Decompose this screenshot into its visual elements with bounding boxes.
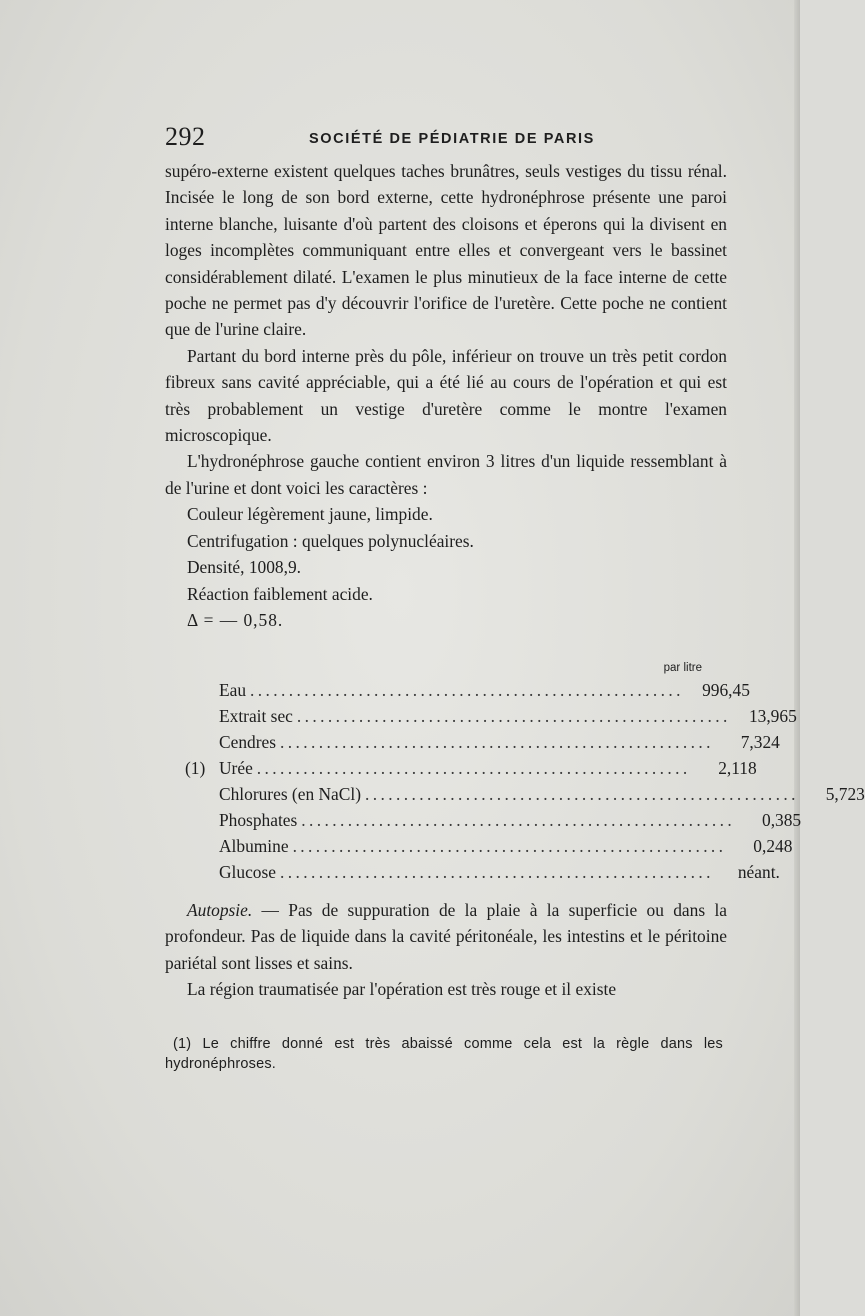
page-header xyxy=(165,122,725,156)
leader-dots: ........................................................ xyxy=(280,862,714,882)
autopsy-section xyxy=(165,897,727,1003)
final-paragraph: La région traumatisée par l'opération est très rouge et il existe xyxy=(187,979,617,1000)
row-label: Urée xyxy=(219,758,253,778)
leader-dots: ........................................................ xyxy=(292,836,727,856)
leader-dots: ........................................................ xyxy=(250,680,684,700)
row-value: 13,965 xyxy=(748,706,797,726)
table-row xyxy=(185,758,757,784)
paragraph-1: supéro-externe existent quelques taches brunâtres, seuls vestiges du tissu rénal. Incisée le long de son bord externe, cette hydronéphrose présente une paroi interne blanche, luisante d'où partent des cloisons et éperons qui la divisent en loges incomplètes communiquant entre elles et convergeant vers le bassinet considérablement dilaté. L'examen le plus minutieux de la face interne de cette poche ne permet pas d'y découvrir l'orifice de l'uretère. Cette poche ne contient que de l'urine claire. xyxy=(165,161,727,340)
row-label: Eau xyxy=(219,680,247,700)
leader-dots: ........................................................ xyxy=(280,732,714,752)
row-value: 996,45 xyxy=(702,680,750,700)
row-label: Cendres xyxy=(219,732,276,752)
row-value: 5,723 xyxy=(825,784,865,804)
running-title: SOCIÉTÉ DE PÉDIATRIE DE PARIS xyxy=(309,131,595,147)
footnote-text: (1) Le chiffre donné est très abaissé comme cela est la règle dans les hydronéphroses. xyxy=(165,1036,723,1072)
autopsy-text: — Pas de suppuration de la plaie à la superficie ou dans la profondeur. Pas de liquide dans la cavité péritonéale, les intestins et le péritoine pariétal sont lisses et sains. xyxy=(165,900,727,973)
row-label: Phosphates xyxy=(219,810,298,830)
page-number: 292 xyxy=(165,122,206,151)
row-value: 2,118 xyxy=(718,758,757,778)
table-row xyxy=(185,784,865,810)
page-edge xyxy=(794,0,800,1316)
characteristic-centrifugation: Centrifugation : quelques polynucléaires. xyxy=(187,530,474,551)
main-text xyxy=(165,158,727,633)
paragraph-2: Partant du bord interne près du pôle, inférieur on trouve un très petit cordon fibreux sans cavité appréciable, qui a été lié au cours de l'opération et qui est très probablement un vestige d'uretère comme le montre l'examen microscopique. xyxy=(165,345,727,446)
row-label: Extrait sec xyxy=(219,706,293,726)
footnote xyxy=(165,1034,723,1074)
row-label: Glucose xyxy=(219,862,276,882)
delta-value: Δ = — 0,58. xyxy=(187,609,284,630)
characteristic-reaction: Réaction faiblement acide. xyxy=(187,583,373,604)
row-value: néant. xyxy=(737,862,780,882)
table-row xyxy=(185,706,797,732)
row-label: Chlorures (en NaCl) xyxy=(219,784,361,804)
row-label: Albumine xyxy=(219,836,289,856)
unit-header: par litre xyxy=(663,662,702,674)
row-value: 0,248 xyxy=(753,836,793,856)
table-row xyxy=(185,836,793,862)
characteristic-density: Densité, 1008,9. xyxy=(187,557,301,578)
characteristic-color: Couleur légèrement jaune, limpide. xyxy=(187,504,433,525)
table-row xyxy=(185,680,750,706)
row-value: 7,324 xyxy=(740,732,780,752)
autopsy-paragraph xyxy=(165,897,727,976)
table-row xyxy=(185,732,780,758)
note-mark: (1) xyxy=(185,758,206,778)
leader-dots: ........................................................ xyxy=(296,706,731,726)
leader-dots: ........................................................ xyxy=(301,810,736,830)
row-value: 0,385 xyxy=(762,810,802,830)
table-row xyxy=(185,810,802,836)
paragraph-3: L'hydronéphrose gauche contient environ 3 litres d'un liquide ressemblant à de l'urine et dont voici les caractères : xyxy=(165,451,727,498)
leader-dots: ........................................................ xyxy=(365,784,799,804)
autopsy-title: Autopsie. xyxy=(187,900,253,920)
table-row xyxy=(185,862,780,888)
leader-dots: ........................................................ xyxy=(256,758,691,778)
